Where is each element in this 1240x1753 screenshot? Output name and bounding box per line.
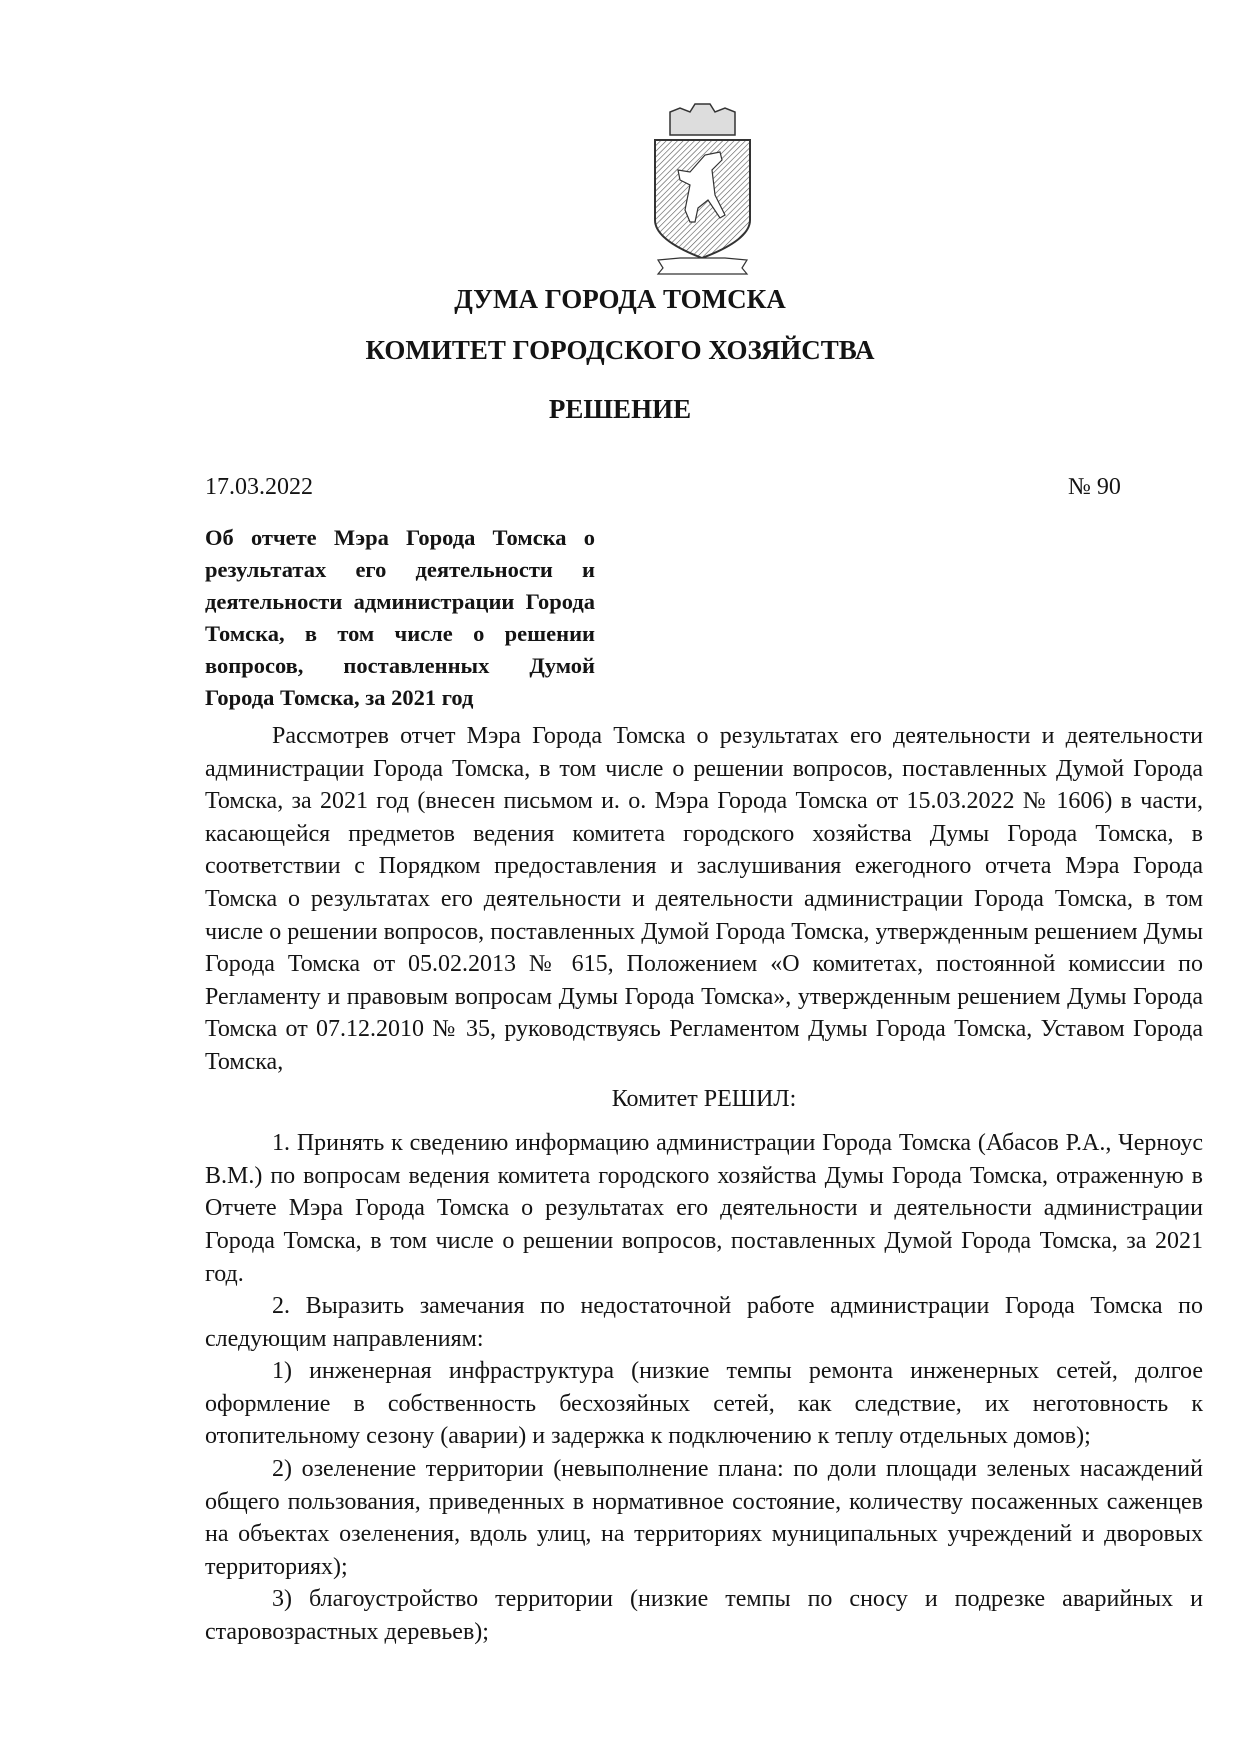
resolution-item: 2. Выразить замечания по недостаточной работе администрации Города Томска по следующим направлениям: [205,1293,1203,1352]
resolution-subitem: 2) озеленение территории (невыполнение плана: по доли площади зеленых насаждений общего пользования, приведенных в нормативное состояние, количеству посаженных саженцев на объектах озеленения, вдоль улиц, на территориях муниципальных учреждений и дворовых территориях); [205,1456,1203,1580]
document-date: 17.03.2022 [205,474,313,500]
city-coat-of-arms [650,100,755,275]
resolution-subitem: 1) инженерная инфраструктура (низкие темпы ремонта инженерных сетей, долгое оформление в собственность бесхозяйных сетей, как следствие, их неготовность к отопительному сезону (аварии) и задержка к подключению к теплу отдельных домов); [205,1358,1203,1450]
resolved-heading: Комитет РЕШИЛ: [611,1085,797,1112]
resolution-subitem: 3) благоустройство территории (низкие темпы по сносу и подрезке аварийных и старовозрастных деревьев); [205,1586,1203,1646]
document-body [205,720,1203,1649]
committee-name: КОМИТЕТ ГОРОДСКОГО ХОЗЯЙСТВА [365,335,875,365]
document-number: № 90 [1068,474,1121,500]
org-name: ДУМА ГОРОДА ТОМСКА [454,284,786,314]
preamble-paragraph: Рассмотрев отчет Мэра Города Томска о результатах его деятельности и деятельности администрации Города Томска, в том числе о решении вопросов, поставленных Думой Города Томска, за 2021 год (внесен письмом и. о. Мэра Города Томска от 15.03.2022 № 1606) в части, касающейся предметов ведения комитета городского хозяйства Думы Города Томска, в соответствии с Порядком предоставления и заслушивания ежегодного отчета Мэра Города Томска о результатах его деятельности и деятельности администрации Города Томска, в том числе о решении вопросов, поставленных Думой Города Томска, утвержденным решением Думы Города Томска от 05.02.2013 № 615, Положением «О комитетах, постоянной комиссии по Регламенту и правовым вопросам Думы Города Томска», утвержденным решением Думы Города Томска от 07.12.2010 № 35, руководствуясь Регламентом Думы Города Томска, Уставом Города Томска, [205,723,1203,1075]
document-type: РЕШЕНИЕ [548,394,692,424]
resolution-item: 1. Принять к сведению информацию администрации Города Томска (Абасов Р.А., Черноус В.М.) по вопросам ведения комитета городского хозяйства Думы Города Томска, отраженную в Отчете Мэра Города Томска о результатах его деятельности и деятельности администрации Города Томска, в том числе о решении вопросов, поставленных Думой Города Томска, за 2021 год. [205,1130,1203,1287]
document-subject: Об отчете Мэра Города Томска о результатах его деятельности и деятельности администрации Города Томска, в том числе о решении вопросов, поставленных Думой Города Томска, за 2021 год [205,525,595,710]
